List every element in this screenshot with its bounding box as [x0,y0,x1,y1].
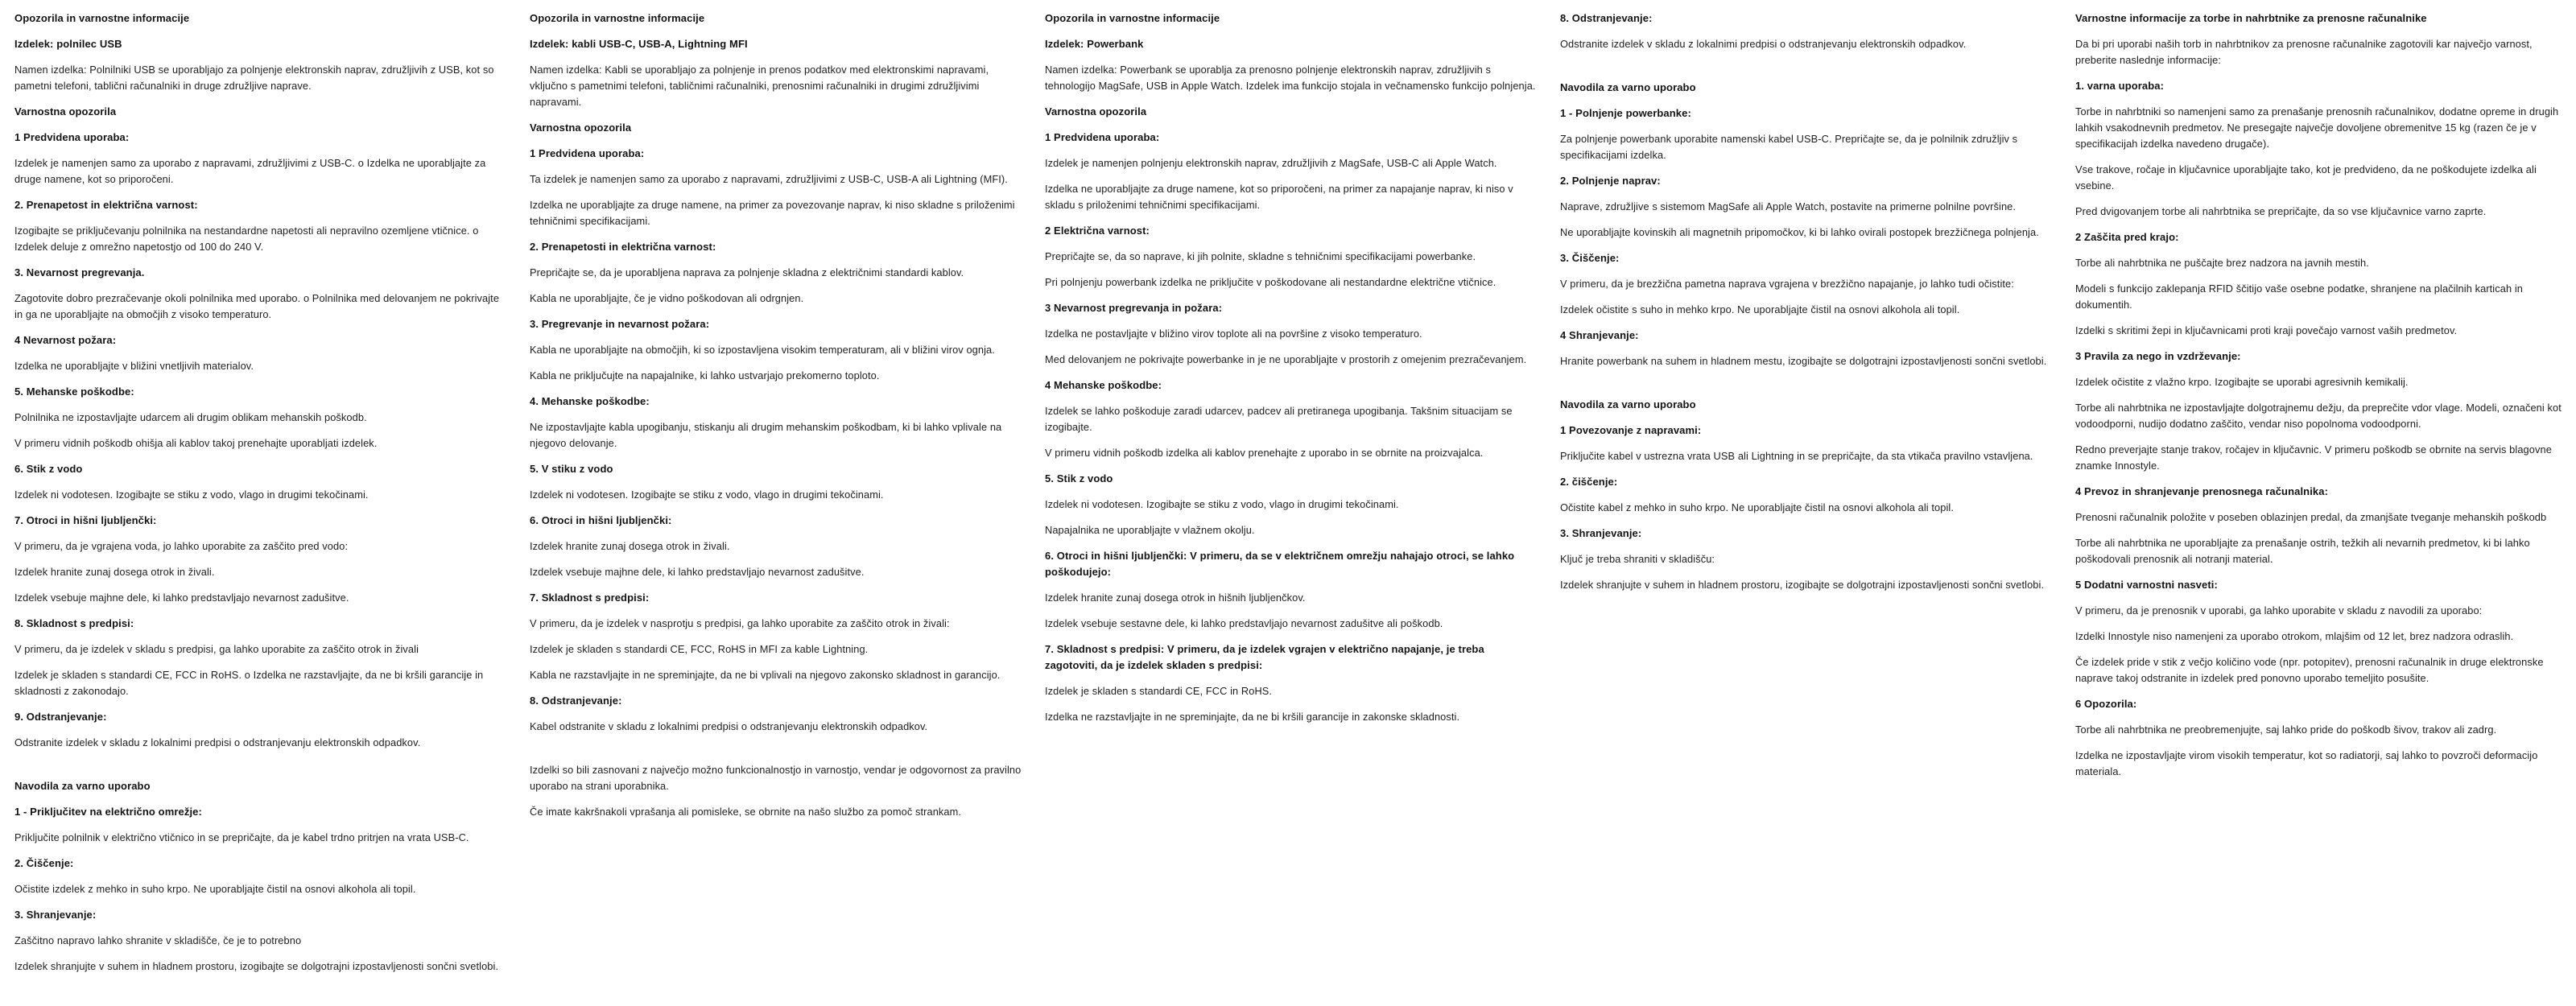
section-heading: 8. Odstranjevanje: [1560,12,1653,24]
section-heading: 7. Skladnost s predpisi: V primeru, da je izdelek vgrajen v električno napajanje, je treba zagotoviti, da je izdelek skladen s predpisi: [1045,643,1484,671]
paragraph: Kabla ne uporabljajte, če je vidno poškodovan ali odrgnjen. [530,292,804,304]
section-heading: Navodila za varno uporabo [1560,81,1696,93]
section-heading: 6. Otroci in hišni ljubljenčki: [530,514,672,526]
paragraph: Izdelek je namenjen samo za uporabo z napravami, združljivimi z USB-C. o Izdelka ne uporabljajte za druge namene, kot so priporočeni. [14,157,486,185]
paragraph: Izdelek shranjujte v suhem in hladnem prostoru, izogibajte se dolgotrajni izpostavljenosti sončni svetlobi. [1560,579,2045,591]
paragraph: Ne izpostavljajte kabla upogibanju, stiskanju ali drugim mehanskim poškodbam, ki bi lahko vplivale na njegovo delovanje. [530,421,1002,449]
paragraph: Zaščitno napravo lahko shranite v skladišče, če je to potrebno [14,934,302,946]
paragraph: Namen izdelka: Polnilniki USB se uporabljajo za polnjenje elektronskih naprav, združljivih z USB, kot so pametni telefoni, tablični računalniki in druge združljive naprave. [14,64,494,92]
paragraph: Izdelka ne uporabljajte za druge namene, kot so priporočeni, na primer za napajanje naprav, ki niso v skladu s priloženimi tehničnimi specifikacijami. [1045,183,1513,211]
section-heading: 2. Čiščenje: [14,857,74,869]
paragraph: Izdelek shranjujte v suhem in hladnem prostoru, izogibajte se dolgotrajni izpostavljenosti sončni svetlobi. [14,960,499,972]
section-heading: 5. V stiku z vodo [530,463,613,475]
paragraph: Kabel odstranite v skladu z lokalnimi predpisi o odstranjevanju elektronskih odpadkov. [530,720,928,732]
section-heading: Varnostne informacije za torbe in nahrbtnike za prenosne računalnike [2075,12,2427,24]
paragraph: Ključ je treba shraniti v skladišču: [1560,553,1715,565]
paragraph: V primeru, da je prenosnik v uporabi, ga lahko uporabite v skladu z navodili za uporabo: [2075,604,2483,616]
column-usb-charger [14,10,507,975]
paragraph: Če imate kakršnakoli vprašanja ali pomisleke, se obrnite na našo službo za pomoč strankam. [530,806,962,818]
paragraph: Izdelek hranite zunaj dosega otrok in hišnih ljubljenčkov. [1045,592,1306,604]
section-heading: 3. Pregrevanje in nevarnost požara: [530,318,710,330]
paragraph: Odstranite izdelek v skladu z lokalnimi predpisi o odstranjevanju elektronskih odpadkov. [1560,38,1967,50]
paragraph: Torbe ali nahrbtnika ne puščajte brez nadzora na javnih mestih. [2075,257,2369,269]
section-heading: Opozorila in varnostne informacije [1045,12,1220,24]
section-heading: Izdelek: kabli USB-C, USB-A, Lightning MFI [530,38,748,50]
paragraph: Izdelki s skritimi žepi in ključavnicami proti kraji povečajo varnost vaših predmetov. [2075,324,2458,336]
section-heading: 6 Opozorila: [2075,698,2137,710]
section-heading: 1 Predvidena uporaba: [14,131,130,143]
section-heading: 6. Stik z vodo [14,463,83,475]
section-heading: 2 Zaščita pred krajo: [2075,231,2179,243]
section-heading: 3. Shranjevanje: [1560,527,1642,539]
paragraph: Očistite izdelek z mehko in suho krpo. Ne uporabljajte čistil na osnovi alkohola ali topil. [14,883,416,895]
paragraph: Polnilnika ne izpostavljajte udarcem ali drugim oblikam mehanskih poškodb. [14,411,367,423]
section-heading: 1. varna uporaba: [2075,80,2165,92]
section-heading: Opozorila in varnostne informacije [530,12,705,24]
paragraph: Torbe ali nahrbtnika ne preobremenjujte, saj lahko pride do poškodb šivov, trakov ali zadrg. [2075,724,2497,736]
section-heading: 1 - Priključitev na električno omrežje: [14,806,202,818]
paragraph: Izdelek je skladen s standardi CE, FCC in RoHS. [1045,685,1273,697]
paragraph: Torbe ali nahrbtnika ne uporabljajte za prenašanje ostrih, težkih ali nevarnih predmetov, ki bi lahko poškodovali prenosnik ali notranji material. [2075,537,2530,565]
paragraph: Izdelka ne razstavljajte in ne spreminjajte, da ne bi kršili garancije in zakonske skladnosti. [1045,711,1460,723]
columns [14,10,2568,975]
paragraph: Vse trakove, ročaje in ključavnice uporabljajte tako, kot je predvideno, da ne poškodujete izdelka ali vsebine. [2075,163,2537,192]
section-heading: 5. Stik z vodo [1045,472,1113,484]
paragraph: Če izdelek pride v stik z večjo količino vode (npr. potopitev), prenosni računalnik in druge elektronske naprave takoj odstranite in izdelek pred ponovno uporabo temeljito posušite. [2075,656,2544,684]
paragraph: V primeru, da je izdelek v skladu s predpisi, ga lahko uporabite za zaščito otrok in živali [14,643,419,655]
section-heading: 1 Predvidena uporaba: [530,147,645,159]
section-heading: Varnostna opozorila [1045,105,1147,118]
paragraph: Prepričajte se, da je uporabljena naprava za polnjenje skladna z električnimi standardi kablov. [530,266,964,278]
column-powerbank-usage [1560,10,2053,593]
paragraph: Prenosni računalnik položite v poseben oblazinjen predal, da zmanjšate tveganje mehanskih poškodb [2075,511,2547,523]
section-heading: 2 Električna varnost: [1045,225,1150,237]
paragraph: Zagotovite dobro prezračevanje okoli polnilnika med uporabo. o Polnilnika med delovanjem ne pokrivajte in ga ne uporabljajte na območjih z visoko temperaturo. [14,292,500,320]
paragraph: Izdelki Innostyle niso namenjeni za uporabo otrokom, mlajšim od 12 let, brez nadzora odraslih. [2075,630,2514,642]
section-heading: 4 Mehanske poškodbe: [1045,379,1162,391]
section-heading: Navodila za varno uporabo [14,780,151,792]
paragraph: Izogibajte se priključevanju polnilnika na nestandardne napetosti ali nepravilno ozemljene vtičnice. o Izdelek deluje z omrežno napetostjo od 100 do 240 V. [14,225,479,253]
paragraph: Pri polnjenju powerbank izdelka ne priključite v poškodovane ali nestandardne električne vtičnice. [1045,276,1496,288]
paragraph: Kabla ne razstavljajte in ne spreminjajte, da ne bi vplivali na njegovo zakonsko skladnost in garancijo. [530,669,1001,681]
paragraph: Ne uporabljajte kovinskih ali magnetnih pripomočkov, ki bi lahko ovirali postopek brezžičnega polnjenja. [1560,226,2039,238]
paragraph: Izdelek vsebuje sestavne dele, ki lahko predstavljajo nevarnost zadušitve ali poškodb. [1045,617,1443,629]
paragraph: Izdelek očistite s suho in mehko krpo. Ne uporabljajte čistil na osnovi alkohola ali topil. [1560,303,1960,315]
paragraph: Izdelek vsebuje majhne dele, ki lahko predstavljajo nevarnost zadušitve. [530,566,865,578]
section-heading: 2. Polnjenje naprav: [1560,175,1661,187]
paragraph: Priključite kabel v ustrezna vrata USB ali Lightning in se prepričajte, da sta vtikača pravilno vstavljena. [1560,450,2033,462]
paragraph: Izdelka ne postavljajte v bližino virov toplote ali na površine z visoko temperaturo. [1045,328,1422,340]
section-heading: 4 Nevarnost požara: [14,334,117,346]
paragraph: Izdelek očistite z vlažno krpo. Izogibajte se uporabi agresivnih kemikalij. [2075,376,2409,388]
paragraph: Kabla ne priključujte na napajalnike, ki lahko ustvarjajo prekomerno toploto. [530,369,880,381]
paragraph: Priključite polnilnik v električno vtičnico in se prepričajte, da je kabel trdno pritrjen na vrata USB-C. [14,831,469,843]
column-laptop-bags [2075,10,2568,780]
paragraph: Namen izdelka: Kabli se uporabljajo za polnjenje in prenos podatkov med elektronskimi napravami, vključno s pametnimi telefoni, tabličnimi računalniki, prenosnimi računalniki in drugimi združljivimi napravami. [530,64,989,108]
paragraph: Ta izdelek je namenjen samo za uporabo z napravami, združljivimi z USB-C, USB-A ali Lightning (MFI). [530,173,1008,185]
section-heading: Izdelek: Powerbank [1045,38,1144,50]
section-heading: 8. Odstranjevanje: [530,695,622,707]
section-heading: 4. Mehanske poškodbe: [530,395,650,407]
section-heading: 3. Čiščenje: [1560,252,1620,264]
section-heading: 3. Shranjevanje: [14,909,97,921]
paragraph: Namen izdelka: Powerbank se uporablja za prenosno polnjenje elektronskih naprav, združljivih s tehnologijo MagSafe, USB in Apple Watch. Izdelek ima funkcijo stojala in večnamensko funkcijo polnjenja. [1045,64,1536,92]
column-cables [530,10,1022,820]
column-powerbank [1045,10,1538,725]
paragraph: Izdelek hranite zunaj dosega otrok in živali. [14,566,215,578]
paragraph: Med delovanjem ne pokrivajte powerbanke in je ne uporabljajte v prostorih z omejenim prezračevanjem. [1045,353,1527,365]
section-heading: 4 Shranjevanje: [1560,329,1639,341]
paragraph: V primeru, da je vgrajena voda, jo lahko uporabite za zaščito pred vodo: [14,540,349,552]
section-heading: 6. Otroci in hišni ljubljenčki: V primeru, da se v električnem omrežju nahajajo otroci, se lahko poškodujejo: [1045,550,1515,578]
paragraph: Izdelka ne uporabljajte v bližini vnetljivih materialov. [14,360,254,372]
paragraph: Izdelek ni vodotesen. Izogibajte se stiku z vodo, vlago in drugimi tekočinami. [1045,498,1399,510]
paragraph: Da bi pri uporabi naših torb in nahrbtnikov za prenosne računalnike zagotovili kar največjo varnost, preberite naslednje informacije: [2075,38,2533,66]
paragraph: Izdelki so bili zasnovani z največjo možno funkcionalnostjo in varnostjo, vendar je odgovornost za pravilno uporabo na strani uporabnika. [530,764,1022,792]
paragraph: V primeru, da je izdelek v nasprotju s predpisi, ga lahko uporabite za zaščito otrok in živali: [530,617,950,629]
paragraph: V primeru vidnih poškodb ohišja ali kablov takoj prenehajte uporabljati izdelek. [14,437,378,449]
section-heading: Navodila za varno uporabo [1560,398,1696,410]
paragraph: Očistite kabel z mehko in suho krpo. Ne uporabljajte čistil na osnovi alkohola ali topil. [1560,501,1955,513]
paragraph: Kabla ne uporabljajte na območjih, ki so izpostavljena visokim temperaturam, ali v bližini virov ognja. [530,344,995,356]
paragraph: Pred dvigovanjem torbe ali nahrbtnika se prepričajte, da so vse ključavnice varno zaprte. [2075,205,2487,217]
paragraph: Torbe in nahrbtniki so namenjeni samo za prenašanje prenosnih računalnikov, dodatne opreme in drugih lahkih vsakodnevnih predmetov. Ne presegajte največje dovoljene obremenitve 15 kg (razen če je v specifikacijah izdelka navedeno drugače). [2075,105,2559,150]
section-heading: 7. Otroci in hišni ljubljenčki: [14,514,157,526]
section-heading: 5 Dodatni varnostni nasveti: [2075,579,2218,591]
paragraph: Naprave, združljive s sistemom MagSafe ali Apple Watch, postavite na primerne polnilne površine. [1560,200,2017,212]
section-heading: 3. Nevarnost pregrevanja. [14,266,145,278]
paragraph: Izdelek ni vodotesen. Izogibajte se stiku z vodo, vlago in drugimi tekočinami. [530,489,884,501]
spacer [14,761,507,769]
paragraph: Hranite powerbank na suhem in hladnem mestu, izogibajte se dolgotrajni izpostavljenosti sončni svetlobi. [1560,355,2047,367]
section-heading: 5. Mehanske poškodbe: [14,385,134,398]
section-heading: 4 Prevoz in shranjevanje prenosnega računalnika: [2075,485,2329,497]
paragraph: Izdelek je skladen s standardi CE, FCC, RoHS in MFI za kable Lightning. [530,643,869,655]
section-heading: 7. Skladnost s predpisi: [530,592,650,604]
section-heading: 3 Nevarnost pregrevanja in požara: [1045,302,1223,314]
section-heading: 2. čiščenje: [1560,476,1618,488]
paragraph: Napajalnika ne uporabljajte v vlažnem okolju. [1045,524,1255,536]
paragraph: Izdelek hranite zunaj dosega otrok in živali. [530,540,730,552]
paragraph: Prepričajte se, da so naprave, ki jih polnite, skladne s tehničnimi specifikacijami powerbanke. [1045,250,1476,262]
paragraph: V primeru vidnih poškodb izdelka ali kablov prenehajte z uporabo in se obrnite na proizvajalca. [1045,447,1484,459]
section-heading: Izdelek: polnilec USB [14,38,122,50]
paragraph: Izdelek ni vodotesen. Izogibajte se stiku z vodo, vlago in drugimi tekočinami. [14,489,369,501]
paragraph: Torbe ali nahrbtnika ne izpostavljajte dolgotrajnemu dežju, da preprečite vdor vlage. Modeli, označeni kot vodoodporni, nudijo dodatno zaščito, vendar niso popolnoma vodoodporni. [2075,402,2562,430]
section-heading: 2. Prenapetost in električna varnost: [14,199,198,211]
section-heading: Varnostna opozorila [14,105,117,118]
section-heading: 1 - Polnjenje powerbanke: [1560,107,1691,119]
paragraph: V primeru, da je brezžična pametna naprava vgrajena v brezžično napajanje, jo lahko tudi očistite: [1560,278,2014,290]
section-heading: 8. Skladnost s predpisi: [14,617,134,629]
section-heading: 2. Prenapetosti in električna varnost: [530,241,716,253]
paragraph: Izdelka ne uporabljajte za druge namene, na primer za povezovanje naprav, ki niso skladne s priloženimi tehničnimi specifikacijami. [530,199,1015,227]
paragraph: Odstranite izdelek v skladu z lokalnimi predpisi o odstranjevanju elektronskih odpadkov. [14,736,421,748]
paragraph: Izdelek je namenjen polnjenju elektronskih naprav, združljivih z MagSafe, USB-C ali Apple Watch. [1045,157,1497,169]
paragraph: Redno preverjajte stanje trakov, ročajev in ključavnic. V primeru poškodb se obrnite na servis blagovne znamke Innostyle. [2075,443,2552,472]
spacer [1560,62,2053,70]
paragraph: Izdelek je skladen s standardi CE, FCC in RoHS. o Izdelka ne razstavljajte, da ne bi kršili garancije in skladnosti z zakonodajo. [14,669,484,697]
paragraph: Izdelka ne izpostavljajte virom visokih temperatur, kot so radiatorji, saj lahko to povzroči deformacijo materiala. [2075,749,2538,777]
section-heading: Opozorila in varnostne informacije [14,12,190,24]
section-heading: 1 Povezovanje z napravami: [1560,424,1702,436]
spacer [530,744,1022,752]
section-heading: 9. Odstranjevanje: [14,711,107,723]
section-heading: 3 Pravila za nego in vzdrževanje: [2075,350,2241,362]
paragraph: Modeli s funkcijo zaklepanja RFID ščitijo vaše osebne podatke, shranjene na plačilnih karticah in dokumentih. [2075,282,2523,311]
paragraph: Izdelek vsebuje majhne dele, ki lahko predstavljajo nevarnost zadušitve. [14,592,349,604]
section-heading: Varnostna opozorila [530,122,632,134]
paragraph: Izdelek se lahko poškoduje zaradi udarcev, padcev ali pretiranega upogibanja. Takšnim situacijam se izogibajte. [1045,405,1513,433]
section-heading: 1 Predvidena uporaba: [1045,131,1160,143]
spacer [1560,379,2053,387]
paragraph: Za polnjenje powerbank uporabite namenski kabel USB-C. Prepričajte se, da je polnilnik združljiv s specifikacijami izdelka. [1560,133,2018,161]
